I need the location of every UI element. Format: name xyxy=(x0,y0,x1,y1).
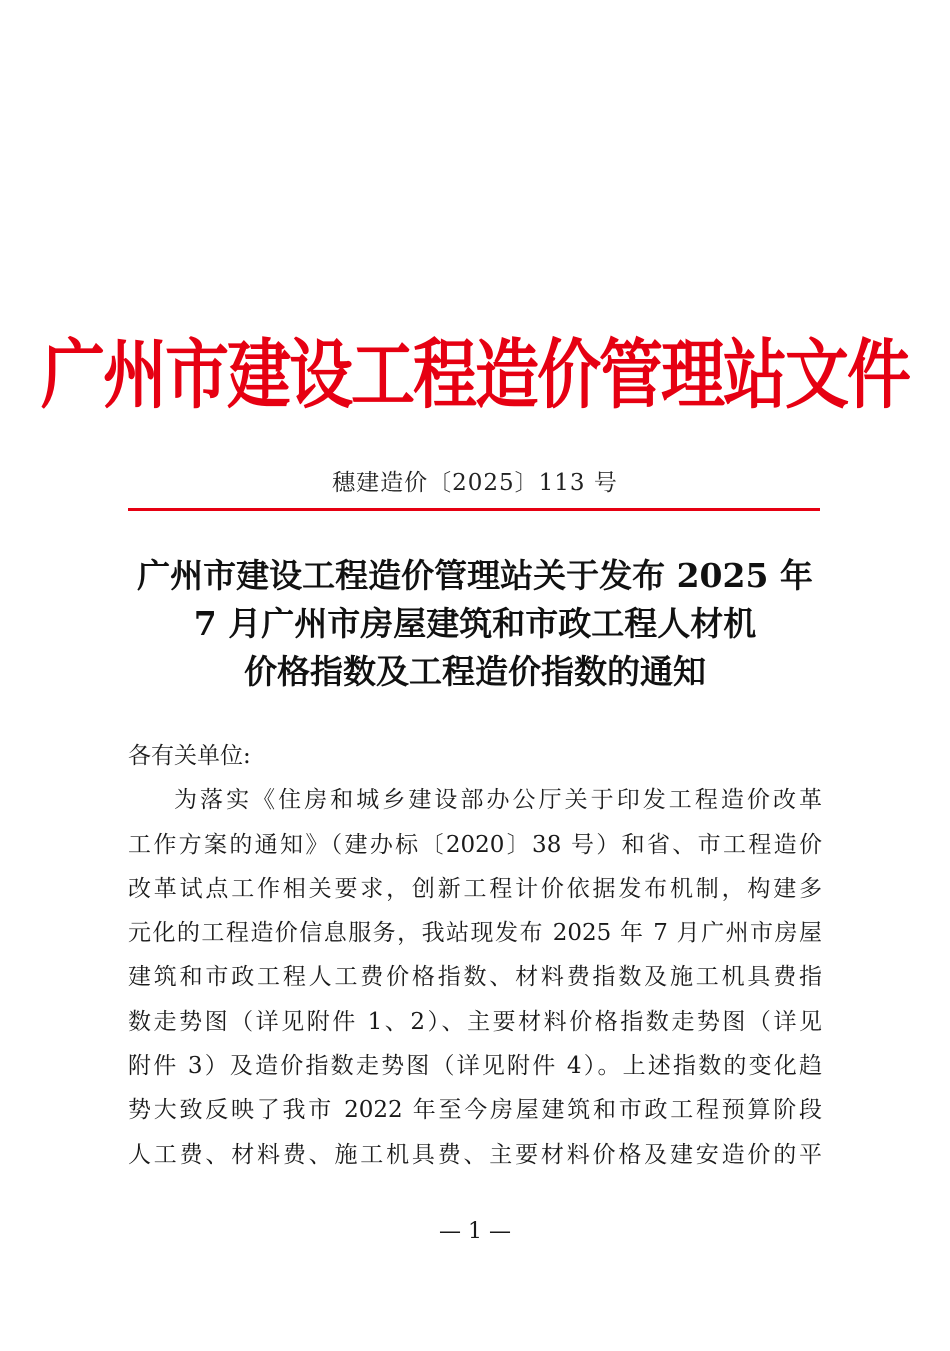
issuer-title: 广州市建设工程造价管理站文件 xyxy=(41,332,909,420)
salutation: 各有关单位: xyxy=(128,743,251,769)
notice-title-line: 价格指数及工程造价指数的通知 xyxy=(244,652,706,691)
paragraph-line: 建筑和市政工程人工费价格指数、材料费指数及施工机具费指 xyxy=(128,964,822,991)
paragraph-line: 附件 3）及造价指数走势图（详见附件 4）。上述指数的变化趋 xyxy=(128,1053,822,1080)
notice-title-line: 7 月广州市房屋建筑和市政工程人材机 xyxy=(193,604,757,643)
paragraph-line: 人工费、材料费、施工机具费、主要材料价格及建安造价的平 xyxy=(128,1141,822,1168)
page-number: — 1 — xyxy=(439,1219,511,1244)
notice-title-line: 广州市建设工程造价管理站关于发布 2025 年 xyxy=(137,556,813,595)
paragraph-line: 元化的工程造价信息服务，我站现发布 2025 年 7 月广州市房屋 xyxy=(128,920,822,947)
notice-body xyxy=(128,734,822,1177)
paragraph-line: 势大致反映了我市 2022 年至今房屋建筑和市政工程预算阶段 xyxy=(128,1097,822,1124)
paragraph-line: 为落实《住房和城乡建设部办公厅关于印发工程造价改革 xyxy=(174,787,822,814)
red-divider-line xyxy=(128,508,820,511)
notice-title xyxy=(110,552,840,696)
document-number: 穗建造价〔2025〕113 号 xyxy=(332,470,618,496)
paragraph-line: 改革试点工作相关要求，创新工程计价依据发布机制，构建多 xyxy=(128,875,822,902)
paragraph-line: 数走势图（详见附件 1、2）、主要材料价格指数走势图（详见 xyxy=(128,1008,822,1035)
paragraph-line: 工作方案的通知》（建办标〔2020〕38 号）和省、市工程造价 xyxy=(128,831,822,858)
